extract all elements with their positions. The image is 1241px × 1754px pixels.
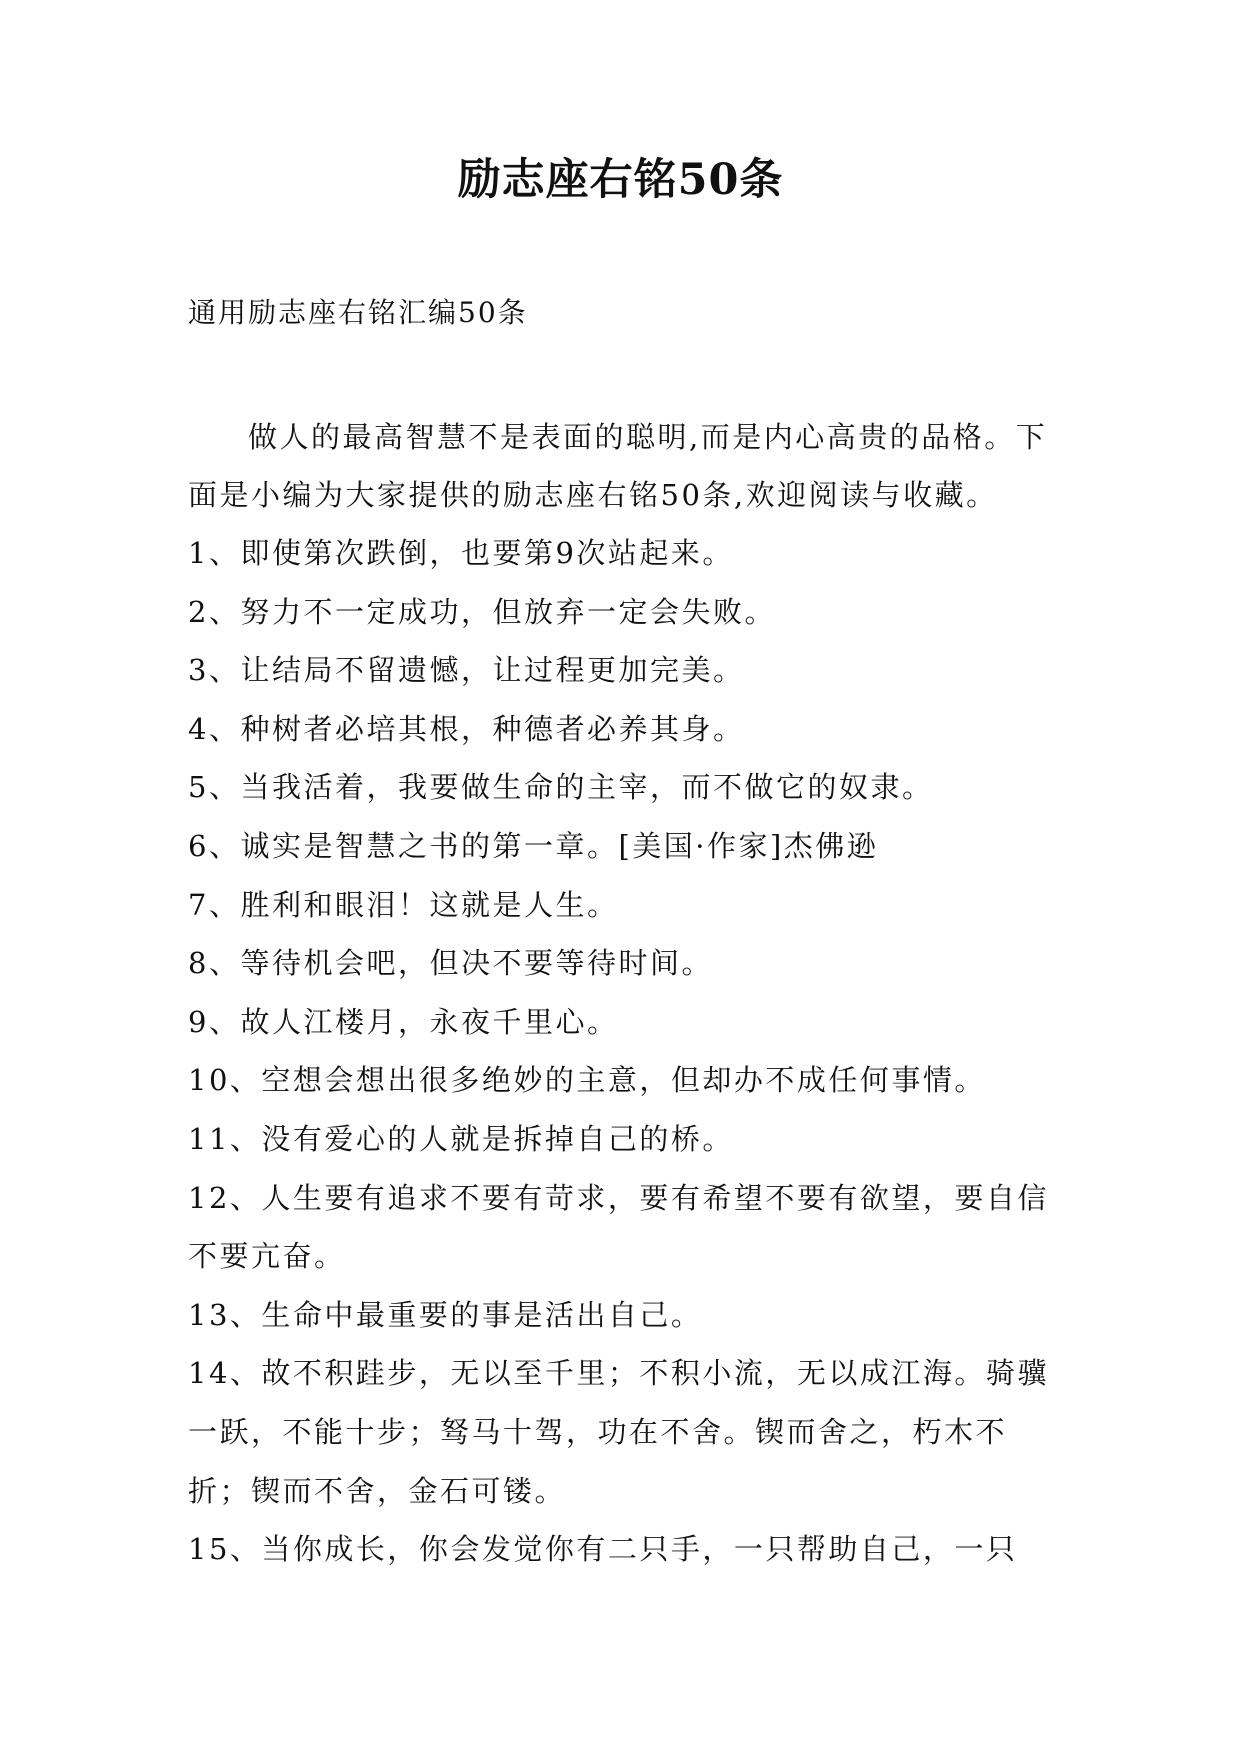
list-item: 3、让结局不留遗憾，让过程更加完美。	[188, 653, 745, 688]
list-item: 2、努力不一定成功，但放弃一定会失败。	[188, 594, 776, 629]
list-item: 13、生命中最重要的事是活出自己。	[188, 1297, 703, 1332]
list-item: 6、诚实是智慧之书的第一章。[美国·作家]杰佛逊	[188, 828, 879, 863]
list-item: 5、当我活着，我要做生命的主宰，而不做它的奴隶。	[188, 770, 934, 805]
list-item: 14、故不积跬步，无以至千里；不积小流，无以成江海。骑骥一跃，不能十步；驽马十驾，功在不舍。锲而舍之，朽木不折；锲而不舍，金石可镂。	[188, 1356, 1049, 1508]
list-item: 12、人生要有追求不要有苛求，要有希望不要有欲望，要自信不要亢奋。	[188, 1180, 1049, 1274]
list-item: 4、种树者必培其根，种德者必养其身。	[188, 711, 745, 746]
list-item: 9、故人江楼月，永夜千里心。	[188, 1004, 619, 1039]
document-subtitle: 通用励志座右铭汇编50条	[188, 296, 528, 329]
list-item: 15、当你成长，你会发觉你有二只手，一只帮助自己，一只	[188, 1532, 1018, 1567]
list-item: 11、没有爱心的人就是拆掉自己的桥。	[188, 1121, 734, 1156]
list-item: 10、空想会想出很多绝妙的主意，但却办不成任何事情。	[188, 1063, 986, 1098]
list-item: 1、即使第次跌倒，也要第9次站起来。	[188, 536, 734, 570]
intro-paragraph: 做人的最高智慧不是表面的聪明,而是内心高贵的品格。下面是小编为大家提供的励志座右铭50条,欢迎阅读与收藏。	[188, 420, 1048, 512]
list-item: 8、等待机会吧，但决不要等待时间。	[188, 946, 713, 981]
document-body	[188, 408, 1068, 1579]
list-item: 7、胜利和眼泪！这就是人生。	[188, 887, 619, 922]
document-title: 励志座右铭50条	[457, 155, 784, 205]
